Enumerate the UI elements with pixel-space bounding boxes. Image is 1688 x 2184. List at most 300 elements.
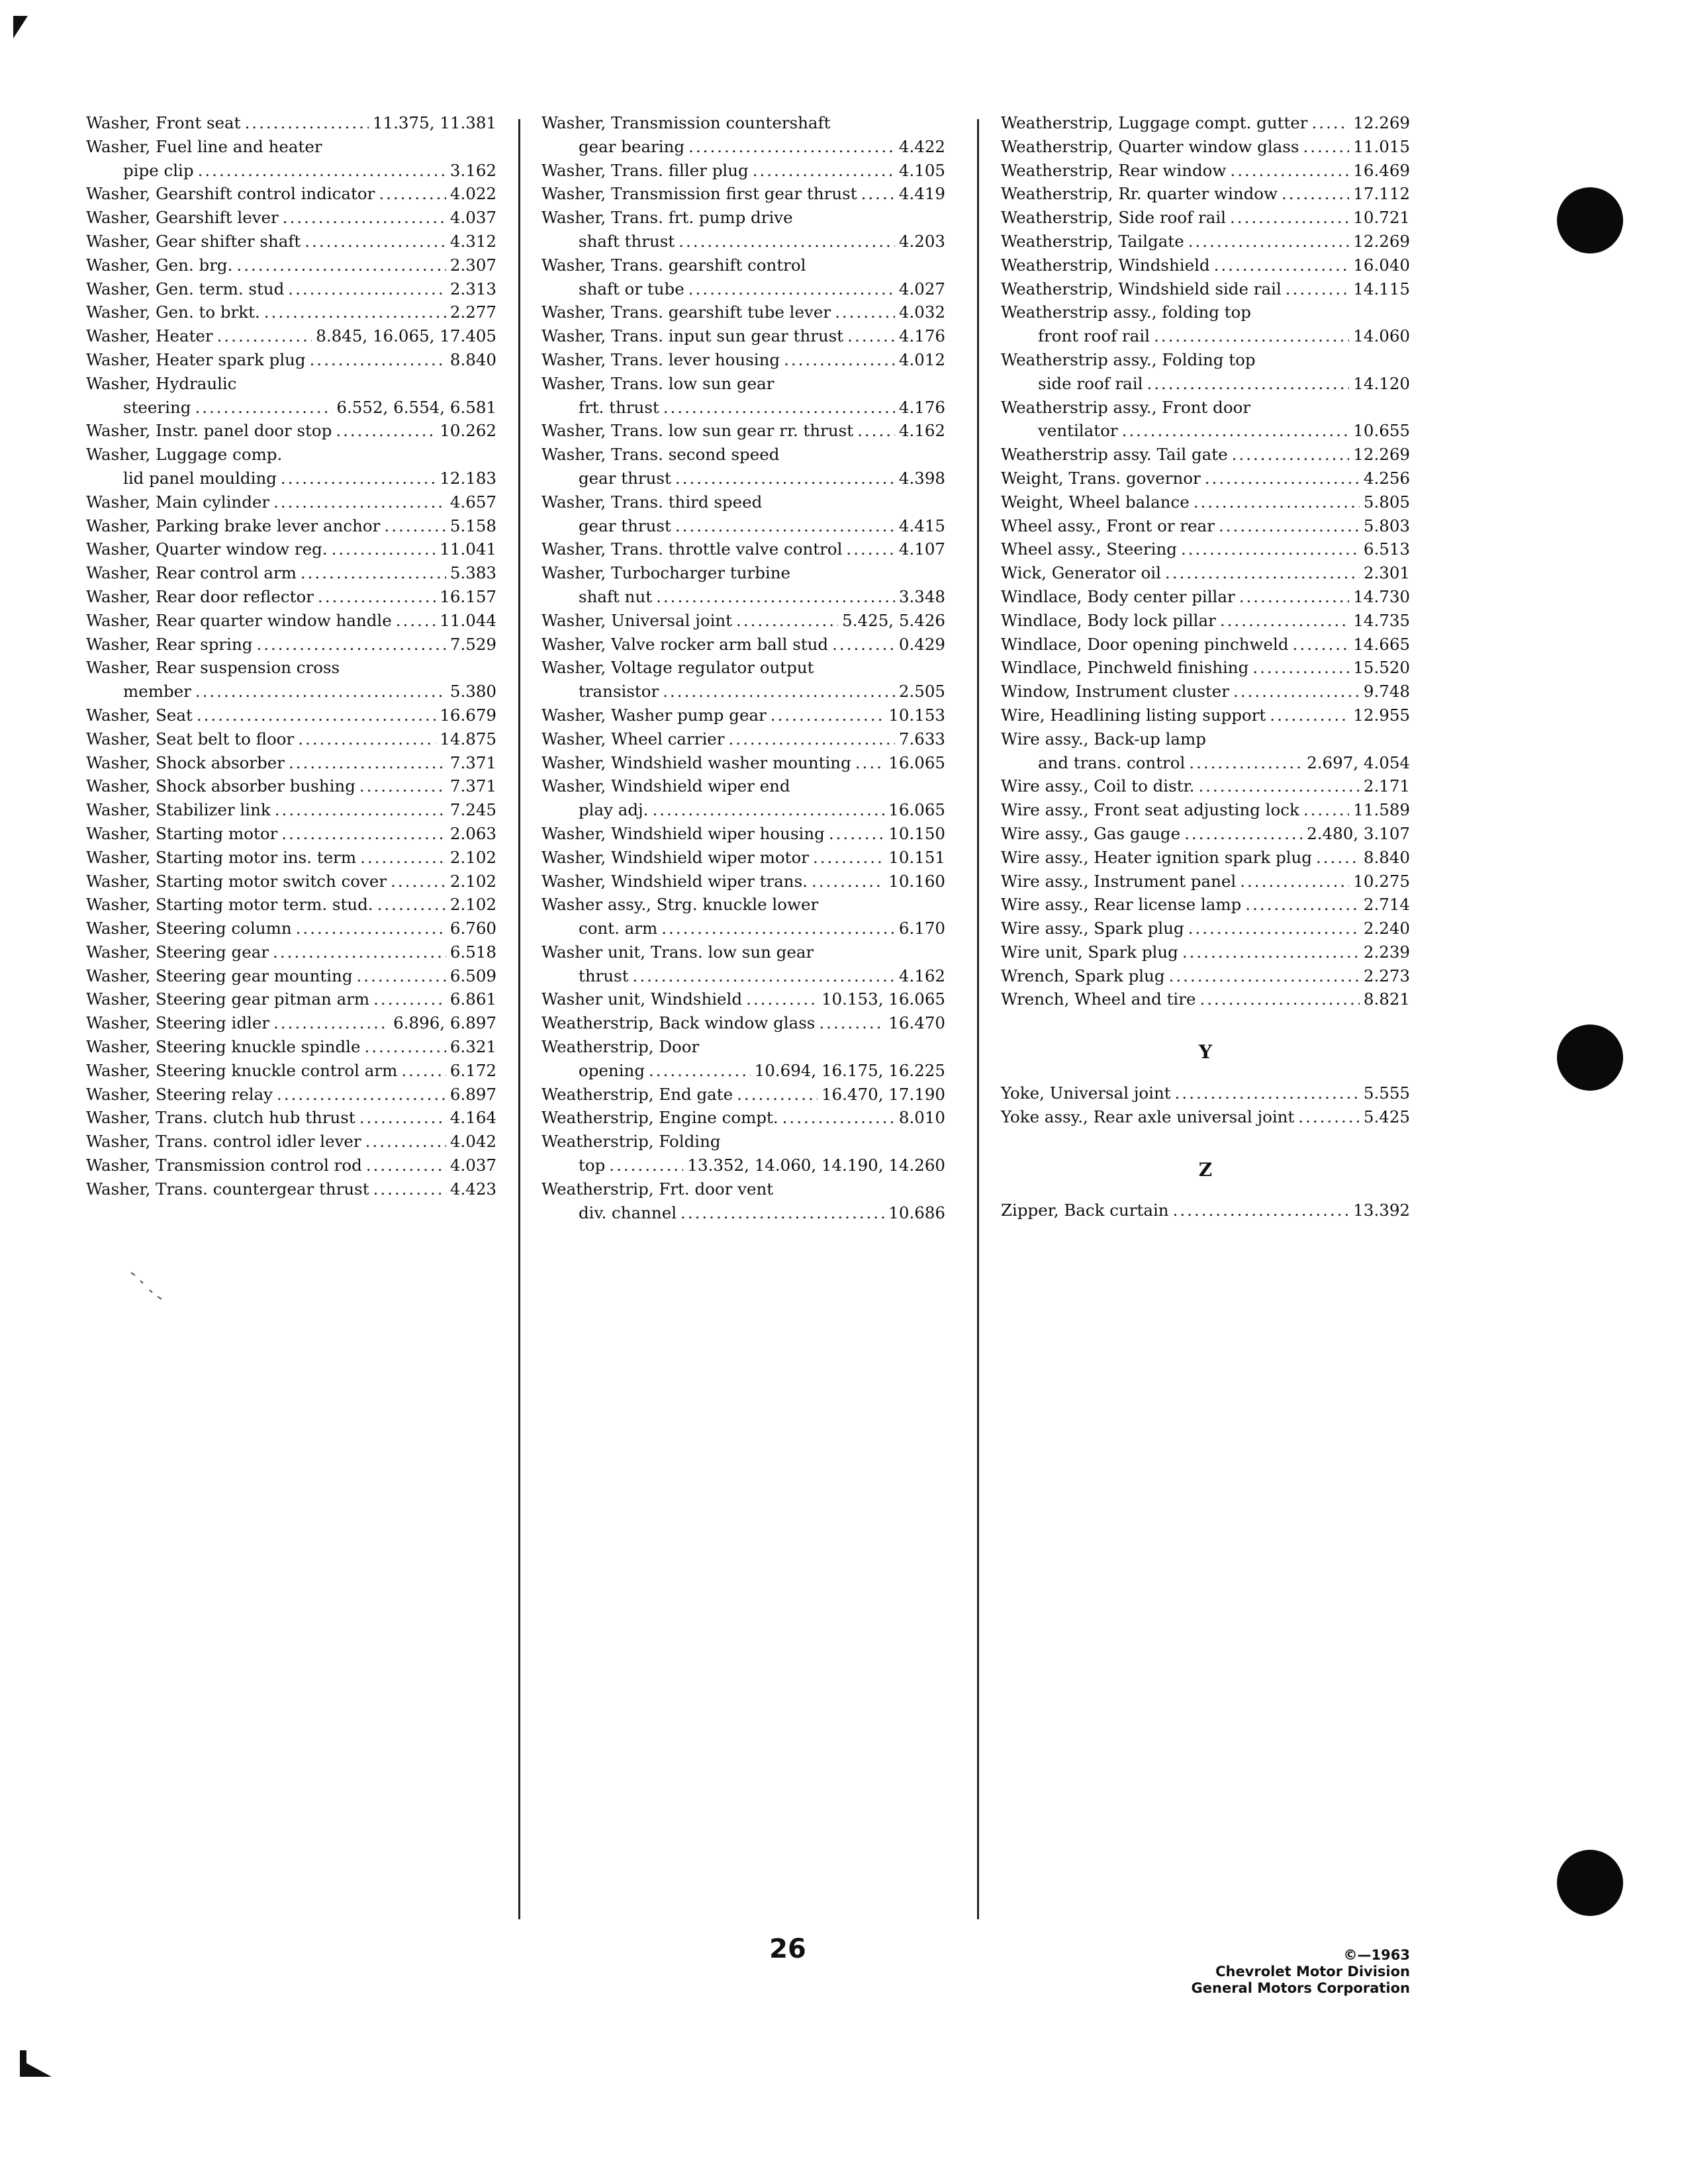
index-entry [1001,253,1410,277]
dot-leader [332,537,436,561]
entry-page-ref: 13.392 [1353,1201,1410,1220]
entry-page-ref: 4.037 [449,208,496,228]
entry-term: Washer, Starting motor switch cover [86,871,387,891]
dot-leader [377,893,446,917]
entry-page-ref: 4.037 [449,1156,496,1175]
dot-leader [298,727,436,751]
entry-page-ref: 6.896, 6.897 [393,1013,496,1033]
index-entry [1001,230,1410,253]
entry-term: Washer, Gen. term. stud [86,279,285,298]
entry-term: Washer, Steering gear mounting [86,966,353,985]
entry-page-ref: 14.735 [1353,610,1410,630]
dot-leader [1219,514,1360,538]
entry-term: Washer, Washer pump gear [541,705,767,725]
dot-leader [195,396,332,420]
dot-leader [819,1011,884,1035]
entry-term: Windlace, Pinchweld finishing [1001,658,1249,678]
dot-leader [366,1154,446,1177]
entry-term: Zipper, Back curtain [1001,1201,1169,1220]
entry-term: Washer, Shock absorber [86,752,285,772]
entry-term: Washer, Trans. input sun gear thrust [541,326,844,346]
entry-page-ref: 14.730 [1353,586,1410,606]
entry-term: Washer, Trans. low sun gear rr. thrust [541,421,854,441]
dot-leader [675,514,895,538]
index-entry [1001,727,1410,775]
index-entry [86,822,496,846]
index-entry [541,206,945,253]
dot-leader [281,467,436,490]
index-entry [1001,300,1410,348]
index-entry [541,893,945,940]
dot-leader [1173,1199,1350,1222]
index-entry [541,1177,945,1225]
entry-page-ref: 8.010 [898,1108,945,1128]
entry-page-ref: 5.158 [449,516,496,535]
entry-page-ref: 10.153, 16.065 [821,989,945,1009]
entry-page-ref: 16.470, 17.190 [821,1084,945,1104]
entry-term: Washer, Universal joint [541,610,733,630]
entry-term-continued: transistor [579,682,659,702]
index-entry [541,300,945,324]
entry-page-ref: 10.275 [1353,871,1410,891]
dot-leader [195,680,446,704]
dot-leader [283,206,446,230]
entry-term: Weatherstrip, Back window glass [541,1013,816,1033]
index-entry [541,656,945,704]
entry-page-ref: 2.102 [449,895,496,915]
index-entry [541,822,945,846]
dot-leader [813,846,884,870]
dot-leader [1182,940,1360,964]
entry-page-ref: 2.480, 3.107 [1307,823,1410,843]
entry-term: Wick, Generator oil [1001,563,1161,583]
index-entry [1001,704,1410,727]
dot-leader [679,230,895,253]
dot-leader [1194,490,1360,514]
index-entry [86,490,496,514]
index-entry [541,940,945,988]
entry-page-ref: 4.415 [898,516,945,535]
copyright-notice [1105,1947,1410,1997]
entry-term: Washer assy., Strg. knuckle lower [541,895,819,915]
dot-leader [1198,774,1359,798]
dot-leader [688,277,895,301]
section-letter: Y [1199,1041,1212,1064]
entry-term: Washer, Steering gear pitman arm [86,989,370,1009]
dot-leader [649,1059,751,1083]
dot-leader [688,135,895,159]
entry-term-continued: frt. thrust [579,397,659,417]
entry-term-continued: member [123,682,191,702]
index-entry [1001,609,1410,633]
index-entry [541,1106,945,1130]
entry-page-ref: 4.398 [898,468,945,488]
entry-term: Weatherstrip, End gate [541,1084,733,1104]
entry-term: Weatherstrip, Engine compt. [541,1108,778,1128]
entry-page-ref: 16.065 [888,752,945,772]
entry-page-ref: 16.470 [888,1013,945,1033]
entry-term: Washer, Heater spark plug [86,349,306,369]
entry-term: Weatherstrip, Rear window [1001,160,1227,180]
index-entry [86,324,496,348]
entry-term-continued: side roof rail [1038,373,1143,393]
entry-term: Washer, Windshield wiper motor [541,847,809,867]
dot-leader [656,585,895,609]
page-number: 26 [769,1934,806,1964]
dot-leader [1252,656,1349,680]
entry-term: Washer, Instr. panel door stop [86,421,332,441]
entry-term: Wheel assy., Front or rear [1001,516,1215,535]
entry-page-ref: 7.371 [449,752,496,772]
index-entry [1001,135,1410,159]
entry-term: Washer, Rear spring [86,634,253,654]
dot-leader [1214,253,1350,277]
entry-term: Weatherstrip, Rr. quarter window [1001,184,1278,204]
dot-leader [663,680,895,704]
dot-leader [1147,372,1349,396]
index-entry [1001,633,1410,657]
index-entry [86,964,496,988]
index-entry [541,111,945,159]
entry-page-ref: 16.469 [1353,160,1410,180]
entry-page-ref: 4.032 [898,302,945,322]
entry-page-ref: 2.313 [449,279,496,298]
dot-leader [1122,419,1350,443]
dot-leader [1165,561,1360,585]
dot-leader [771,704,884,727]
entry-term-continued: shaft or tube [579,279,684,298]
entry-page-ref: 8.821 [1363,989,1410,1009]
entry-term: Washer, Trans. third speed [541,492,763,512]
dot-leader [1270,704,1349,727]
entry-term: Washer, Heater [86,326,213,346]
entry-page-ref: 4.012 [898,349,945,369]
index-entry [86,1083,496,1107]
dot-leader [197,704,436,727]
entry-page-ref: 12.269 [1353,231,1410,251]
index-entry [541,419,945,443]
entry-page-ref: 10.262 [440,421,496,441]
index-entry [541,1130,945,1177]
entry-page-ref: 6.760 [449,919,496,938]
entry-term: Yoke assy., Rear axle universal joint [1001,1107,1295,1126]
dot-leader [273,490,446,514]
entry-page-ref: 9.748 [1363,682,1410,702]
entry-term-continued: gear thrust [579,516,671,535]
index-entry [86,1130,496,1154]
dot-leader [288,277,446,301]
entry-term: Washer, Luggage comp. [86,445,283,465]
index-column-3 [1001,111,1410,1222]
entry-page-ref: 2.277 [449,302,496,322]
entry-page-ref: 0.429 [898,634,945,654]
entry-page-ref: 6.861 [449,989,496,1009]
entry-term: Weatherstrip, Door [541,1037,700,1057]
entry-term: Washer, Voltage regulator output [541,658,814,678]
entry-term: Windlace, Body lock pillar [1001,610,1216,630]
entry-term: Washer, Wheel carrier [541,729,725,749]
entry-term: Washer, Trans. lever housing [541,349,780,369]
index-entry [541,751,945,775]
entry-page-ref: 11.044 [440,610,496,630]
entry-page-ref: 16.679 [440,705,496,725]
index-entry [86,987,496,1011]
index-entry [86,1154,496,1177]
entry-page-ref: 12.269 [1353,445,1410,465]
dot-leader [336,419,436,443]
index-entry [86,704,496,727]
dot-leader [1205,467,1360,490]
index-entry [86,585,496,609]
entry-page-ref: 6.170 [898,919,945,938]
dot-leader [305,230,446,253]
index-entry [541,324,945,348]
entry-term: Washer, Steering idler [86,1013,270,1033]
entry-term: Washer, Trans. countergear thrust [86,1179,369,1199]
entry-term: Washer, Windshield wiper trans. [541,871,808,891]
dot-leader [217,324,312,348]
index-entry [541,727,945,751]
dot-leader [609,1154,683,1177]
entry-term-continued: pipe clip [123,160,194,180]
entry-page-ref: 6.509 [449,966,496,985]
dot-leader [1230,159,1349,183]
entry-term: Wire assy., Front seat adjusting lock [1001,800,1299,820]
entry-term-continued: div. channel [579,1203,677,1222]
copyright-line: General Motors Corporation [1191,1980,1410,1996]
index-entry [86,1059,496,1083]
entry-page-ref: 11.375, 11.381 [372,113,496,132]
entry-page-ref: 5.555 [1363,1083,1410,1103]
index-entry [541,987,945,1011]
entry-term: Washer, Transmission first gear thrust [541,184,857,204]
entry-term: Washer, Starting motor term. stud. [86,895,373,915]
index-entry [541,561,945,609]
entry-term: Wire assy., Coil to distr. [1001,776,1195,796]
entry-term-continued: and trans. control [1038,752,1186,772]
entry-term-continued: thrust [579,966,629,985]
entry-term: Washer, Windshield wiper end [541,776,790,796]
index-entry [1001,490,1410,514]
entry-term: Washer, Rear quarter window handle [86,610,392,630]
entry-page-ref: 16.040 [1353,255,1410,275]
index-entry [86,514,496,538]
index-entry [86,537,496,561]
dot-leader [784,348,895,372]
binder-hole-middle [1557,1024,1623,1091]
dot-leader [753,159,895,183]
entry-term: Weight, Trans. governor [1001,468,1201,488]
entry-page-ref: 5.425, 5.426 [842,610,945,630]
entry-page-ref: 4.256 [1363,468,1410,488]
entry-term-continued: steering [123,397,191,417]
entry-page-ref: 6.513 [1363,539,1410,559]
entry-term: Washer, Shock absorber bushing [86,776,355,796]
index-entry [1001,656,1410,680]
dot-leader [1233,680,1360,704]
dot-leader [273,1011,389,1035]
entry-term: Wire assy., Gas gauge [1001,823,1181,843]
dot-leader [861,182,895,206]
entry-term: Wrench, Spark plug [1001,966,1165,985]
entry-page-ref: 4.176 [898,326,945,346]
entry-term-continued: gear bearing [579,136,685,156]
copyright-line: Chevrolet Motor Division [1215,1964,1410,1979]
dot-leader [1230,206,1349,230]
entry-page-ref: 2.301 [1363,563,1410,583]
entry-page-ref: 4.203 [898,231,945,251]
index-entry [86,1035,496,1059]
entry-term-continued: top [579,1156,606,1175]
entry-term: Wire, Headlining listing support [1001,705,1266,725]
index-entry [1001,585,1410,609]
entry-term: Washer unit, Windshield [541,989,743,1009]
index-entry [1001,870,1410,893]
dot-leader [1303,135,1349,159]
entry-term: Washer, Valve rocker arm ball stud [541,634,829,654]
index-entry [86,633,496,657]
entry-page-ref: 2.171 [1363,776,1410,796]
entry-page-ref: 4.423 [449,1179,496,1199]
index-entry [541,1083,945,1107]
index-entry [541,490,945,538]
entry-term: Washer, Gen. brg. [86,255,233,275]
dot-leader [729,727,895,751]
index-entry [541,537,945,561]
index-entry [86,940,496,964]
entry-term: Washer, Turbocharger turbine [541,563,791,583]
entry-term: Washer, Steering knuckle control arm [86,1060,398,1080]
index-column-1 [86,111,496,1201]
entry-page-ref: 4.657 [449,492,496,512]
entry-term: Washer, Trans. filler plug [541,160,749,180]
entry-page-ref: 2.307 [449,255,496,275]
dot-leader [1316,846,1360,870]
entry-page-ref: 5.803 [1363,516,1410,535]
index-entry [86,443,496,490]
entry-term: Weatherstrip, Frt. door vent [541,1179,774,1199]
index-entry [1001,774,1410,798]
index-entry [86,277,496,301]
entry-term: Washer, Windshield washer mounting [541,752,851,772]
entry-term: Washer, Rear control arm [86,563,297,583]
entry-page-ref: 10.151 [888,847,945,867]
dot-leader [1286,277,1350,301]
dot-leader [857,419,895,443]
index-entry [541,1035,945,1083]
dot-leader [736,609,838,633]
index-entry [541,253,945,301]
dot-leader [1220,609,1349,633]
column-divider-2 [977,119,979,1919]
entry-page-ref: 2.063 [449,823,496,843]
dot-leader [256,633,445,657]
dot-leader [1293,633,1350,657]
entry-page-ref: 4.312 [449,231,496,251]
entry-term: Washer, Starting motor ins. term [86,847,357,867]
dot-leader [275,798,446,822]
entry-term: Washer, Main cylinder [86,492,270,512]
corner-mark-top-left [13,16,28,38]
copyright-line: ©—1963 [1343,1947,1410,1963]
index-entry [86,419,496,443]
dot-leader [746,987,818,1011]
entry-page-ref: 14.875 [440,729,496,749]
entry-page-ref: 5.425 [1363,1107,1410,1126]
dot-leader [359,1106,446,1130]
entry-term: Washer, Seat belt to floor [86,729,295,749]
entry-term: Washer, Steering relay [86,1084,273,1104]
entry-page-ref: 8.845, 16.065, 17.405 [316,326,496,346]
dot-leader [198,159,446,183]
entry-page-ref: 14.665 [1353,634,1410,654]
entry-page-ref: 7.633 [898,729,945,749]
dot-leader [318,585,436,609]
entry-term: Weatherstrip, Folding [541,1132,721,1152]
index-entry [86,135,496,183]
index-entry [541,159,945,183]
entry-term: Weatherstrip assy. Tail gate [1001,445,1228,465]
entry-page-ref: 7.371 [449,776,496,796]
entry-term: Washer, Transmission control rod [86,1156,362,1175]
dot-leader [1175,1081,1360,1105]
index-entry [86,727,496,751]
entry-page-ref: 4.162 [898,421,945,441]
entry-term: Washer, Trans. gearshift control [541,255,806,275]
entry-term: Washer, Trans. gearshift tube lever [541,302,831,322]
entry-page-ref: 12.269 [1353,113,1410,132]
entry-term: Washer unit, Trans. low sun gear [541,942,814,962]
entry-term: Washer, Transmission countershaft [541,113,831,132]
index-entry [86,348,496,372]
entry-term: Washer, Trans. control idler lever [86,1132,361,1152]
dot-leader [365,1130,446,1154]
entry-term-continued: play adj. [579,800,649,820]
entry-term: Washer, Gearshift control indicator [86,184,375,204]
dot-leader [396,609,436,633]
entry-page-ref: 11.041 [440,539,496,559]
entry-page-ref: 10.160 [888,871,945,891]
entry-term-continued: shaft nut [579,586,653,606]
entry-term: Washer, Hydraulic [86,373,237,393]
index-entry [1001,940,1410,964]
dot-leader [652,798,884,822]
entry-term: Washer, Front seat [86,113,241,132]
entry-page-ref: 6.321 [449,1037,496,1057]
index-entry [86,561,496,585]
entry-page-ref: 2.505 [898,682,945,702]
entry-page-ref: 5.380 [449,682,496,702]
dot-leader [661,917,895,940]
entry-term: Weatherstrip, Tailgate [1001,231,1184,251]
dot-leader [1239,585,1350,609]
entry-term: Washer, Steering knuckle spindle [86,1037,361,1057]
entry-page-ref: 8.840 [449,349,496,369]
entry-page-ref: 2.714 [1363,895,1410,915]
dot-leader [847,324,895,348]
entry-term: Washer, Starting motor [86,823,278,843]
dot-leader [1154,324,1349,348]
entry-term-continued: gear thrust [579,468,671,488]
entry-page-ref: 8.840 [1363,847,1410,867]
index-entry [541,846,945,870]
index-entry [86,206,496,230]
entry-page-ref: 11.015 [1353,136,1410,156]
entry-page-ref: 10.150 [888,823,945,843]
dot-leader [245,111,369,135]
index-entry [86,917,496,940]
entry-term-continued: opening [579,1060,645,1080]
